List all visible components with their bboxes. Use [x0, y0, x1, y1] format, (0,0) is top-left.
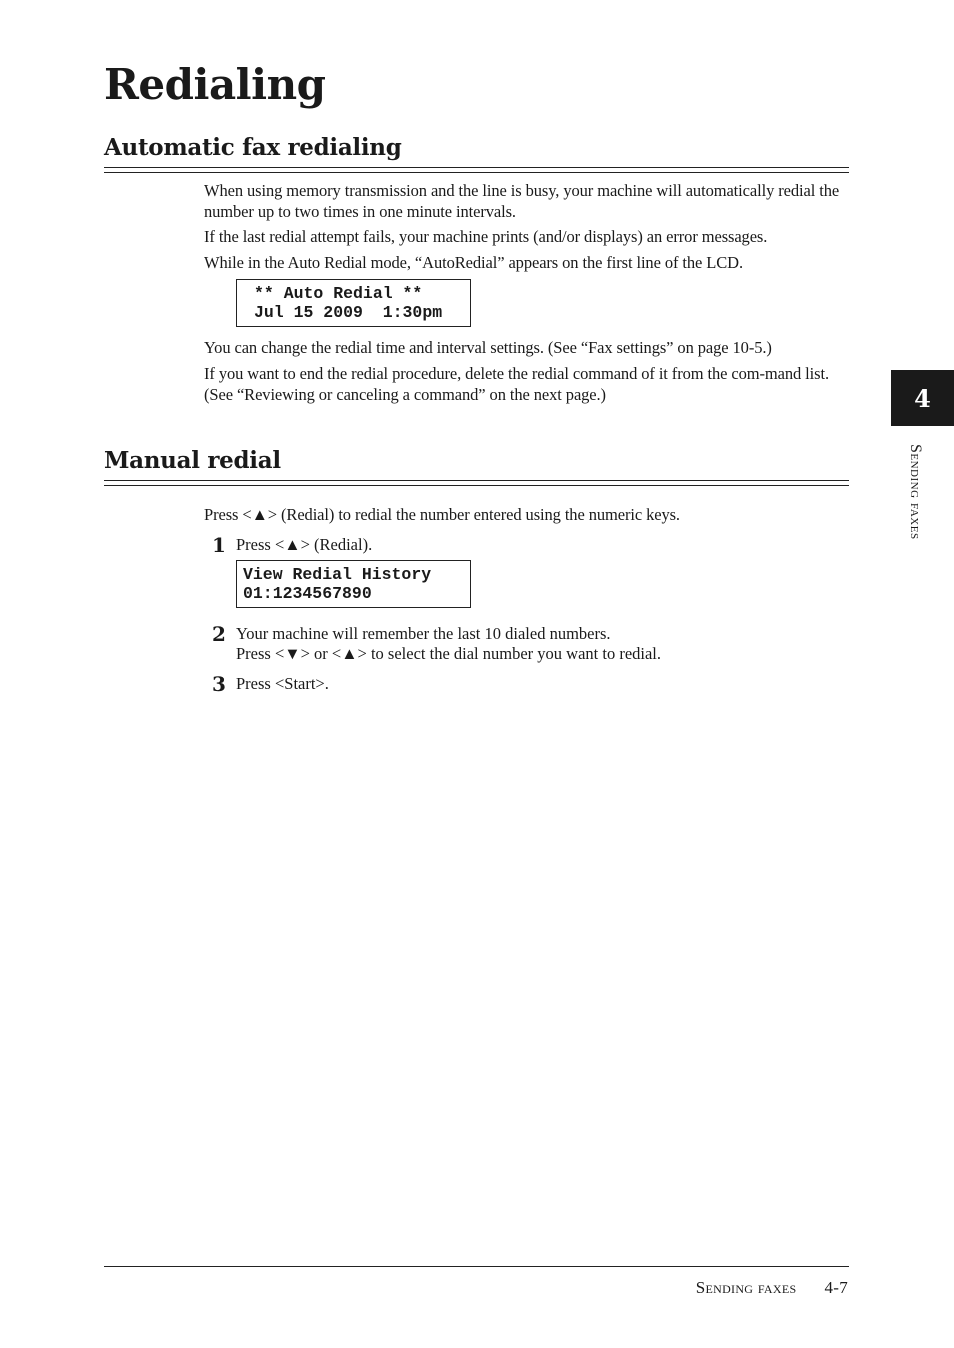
- paragraph-manual-intro: Press <▲> (Redial) to redial the number entered using the numeric keys.: [204, 505, 680, 524]
- paragraph-auto-3: While in the Auto Redial mode, “AutoRedial” appears on the first line of the LCD.: [204, 253, 744, 272]
- lcd-display-redial-history: [236, 560, 471, 608]
- lcd-line-2: Jul 15 2009 1:30pm: [254, 303, 443, 322]
- paragraph-auto-4: You can change the redial time and interval settings. (See “Fax settings” on page 10-5.): [204, 338, 772, 357]
- lcd-display-auto-redial: [236, 279, 471, 327]
- paragraph-auto-5: If you want to end the redial procedure, delete the redial command of it from the com-mand list. (See “Reviewing or canceling a command” on the next page.): [204, 364, 829, 404]
- step-text-3: Press <Start>.: [236, 674, 329, 693]
- page-title: Redialing: [104, 60, 326, 109]
- step-number-1: 1: [212, 533, 226, 557]
- step-number-2: 2: [212, 622, 226, 646]
- page-number: 4-7: [824, 1278, 848, 1297]
- section-rule: [104, 485, 849, 486]
- section-rule: [104, 167, 849, 168]
- footer-section-name: Sending faxes: [695, 1278, 797, 1297]
- paragraph-auto-1: When using memory transmission and the line is busy, your machine will automatically redial the number up to two times in one minute intervals.: [204, 181, 840, 221]
- chapter-tab: 4: [891, 370, 954, 426]
- section-rule: [104, 172, 849, 173]
- step-2-line-2: Press <▼> or <▲> to select the dial number you want to redial.: [236, 644, 662, 663]
- lcd-line-1: View Redial History: [243, 565, 432, 584]
- step-number-3: 3: [212, 672, 226, 696]
- footer: [696, 1278, 848, 1298]
- section-heading-automatic: Automatic fax redialing: [104, 134, 402, 161]
- step-text-1: Press <▲> (Redial).: [236, 535, 373, 554]
- step-text-2: [236, 624, 849, 664]
- step-2-line-1: Your machine will remember the last 10 dialed numbers.: [236, 624, 611, 643]
- section-rule: [104, 480, 849, 481]
- lcd-line-1: ** Auto Redial **: [254, 284, 423, 303]
- paragraph-auto-2: If the last redial attempt fails, your machine prints (and/or displays) an error messages.: [204, 227, 768, 246]
- side-chapter-label: Sending faxes: [907, 444, 924, 540]
- lcd-line-2: 01:1234567890: [243, 584, 372, 603]
- footer-rule: [104, 1266, 849, 1267]
- section-heading-manual: Manual redial: [104, 447, 281, 474]
